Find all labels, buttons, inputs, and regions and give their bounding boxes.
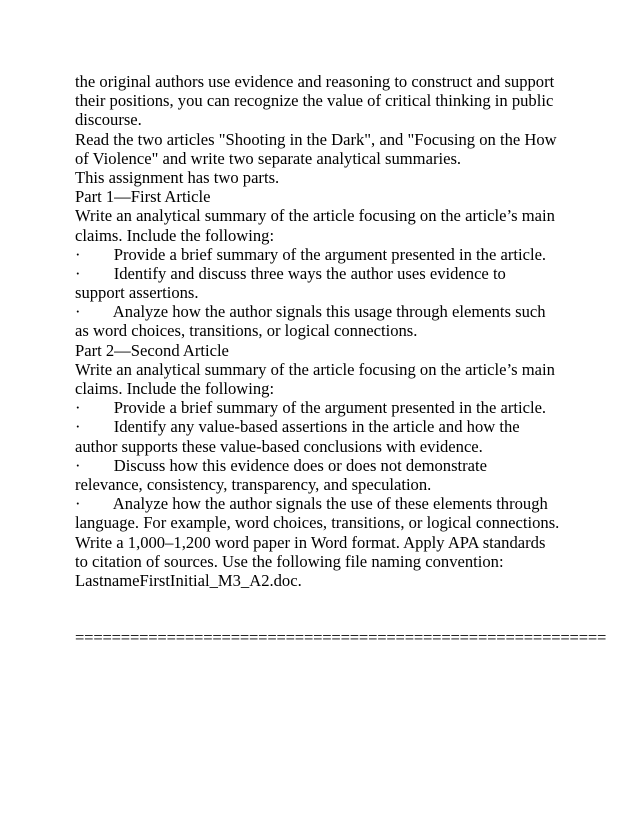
body-line: claims. Include the following: — [75, 225, 275, 245]
body-line: Write an analytical summary of the article focusing on the article’s main — [75, 359, 555, 379]
bullet-item: · Discuss how this evidence does or does not demonstrate — [75, 455, 487, 475]
body-line: Write a 1,000–1,200 word paper in Word format. Apply APA standards — [75, 532, 546, 552]
body-line: the original authors use evidence and reasoning to construct and support — [75, 72, 555, 91]
body-line: Write an analytical summary of the article focusing on the article’s main — [75, 206, 555, 226]
body-line: as word choices, transitions, or logical connections. — [75, 321, 418, 341]
section-heading: Part 1—First Article — [75, 187, 211, 207]
body-line: support assertions. — [75, 283, 199, 303]
bullet-item: · Analyze how the author signals this usage through elements such — [75, 302, 546, 322]
body-line: to citation of sources. Use the following file naming convention: — [75, 551, 504, 571]
bullet-item: · Identify any value-based assertions in the article and how the — [75, 417, 520, 437]
body-line: LastnameFirstInitial_M3_A2.doc. — [75, 570, 302, 590]
body-line: relevance, consistency, transparency, and speculation. — [75, 474, 432, 494]
body-line: claims. Include the following: — [75, 379, 275, 398]
body-line: language. For example, word choices, transitions, or logical connections. — [75, 513, 560, 533]
bullet-item: · Analyze how the author signals the use of these elements through — [75, 494, 548, 514]
body-line: their positions, you can recognize the value of critical thinking in public — [75, 91, 554, 111]
body-line: of Violence" and write two separate analytical summaries. — [75, 148, 462, 168]
body-line: This assignment has two parts. — [75, 167, 280, 187]
bullet-item: · Provide a brief summary of the argument presented in the article. — [75, 244, 547, 264]
separator-line: ========================================================== — [75, 628, 607, 647]
bullet-item: · Identify and discuss three ways the author uses evidence to — [75, 263, 506, 283]
body-line: discourse. — [75, 110, 142, 130]
section-heading: Part 2—Second Article — [75, 340, 229, 360]
body-line: Read the two articles "Shooting in the Dark", and "Focusing on the How — [75, 129, 557, 149]
document-body — [75, 72, 575, 590]
bullet-item: · Provide a brief summary of the argument presented in the article. — [75, 398, 547, 418]
body-line: author supports these value-based conclusions with evidence. — [75, 436, 483, 456]
